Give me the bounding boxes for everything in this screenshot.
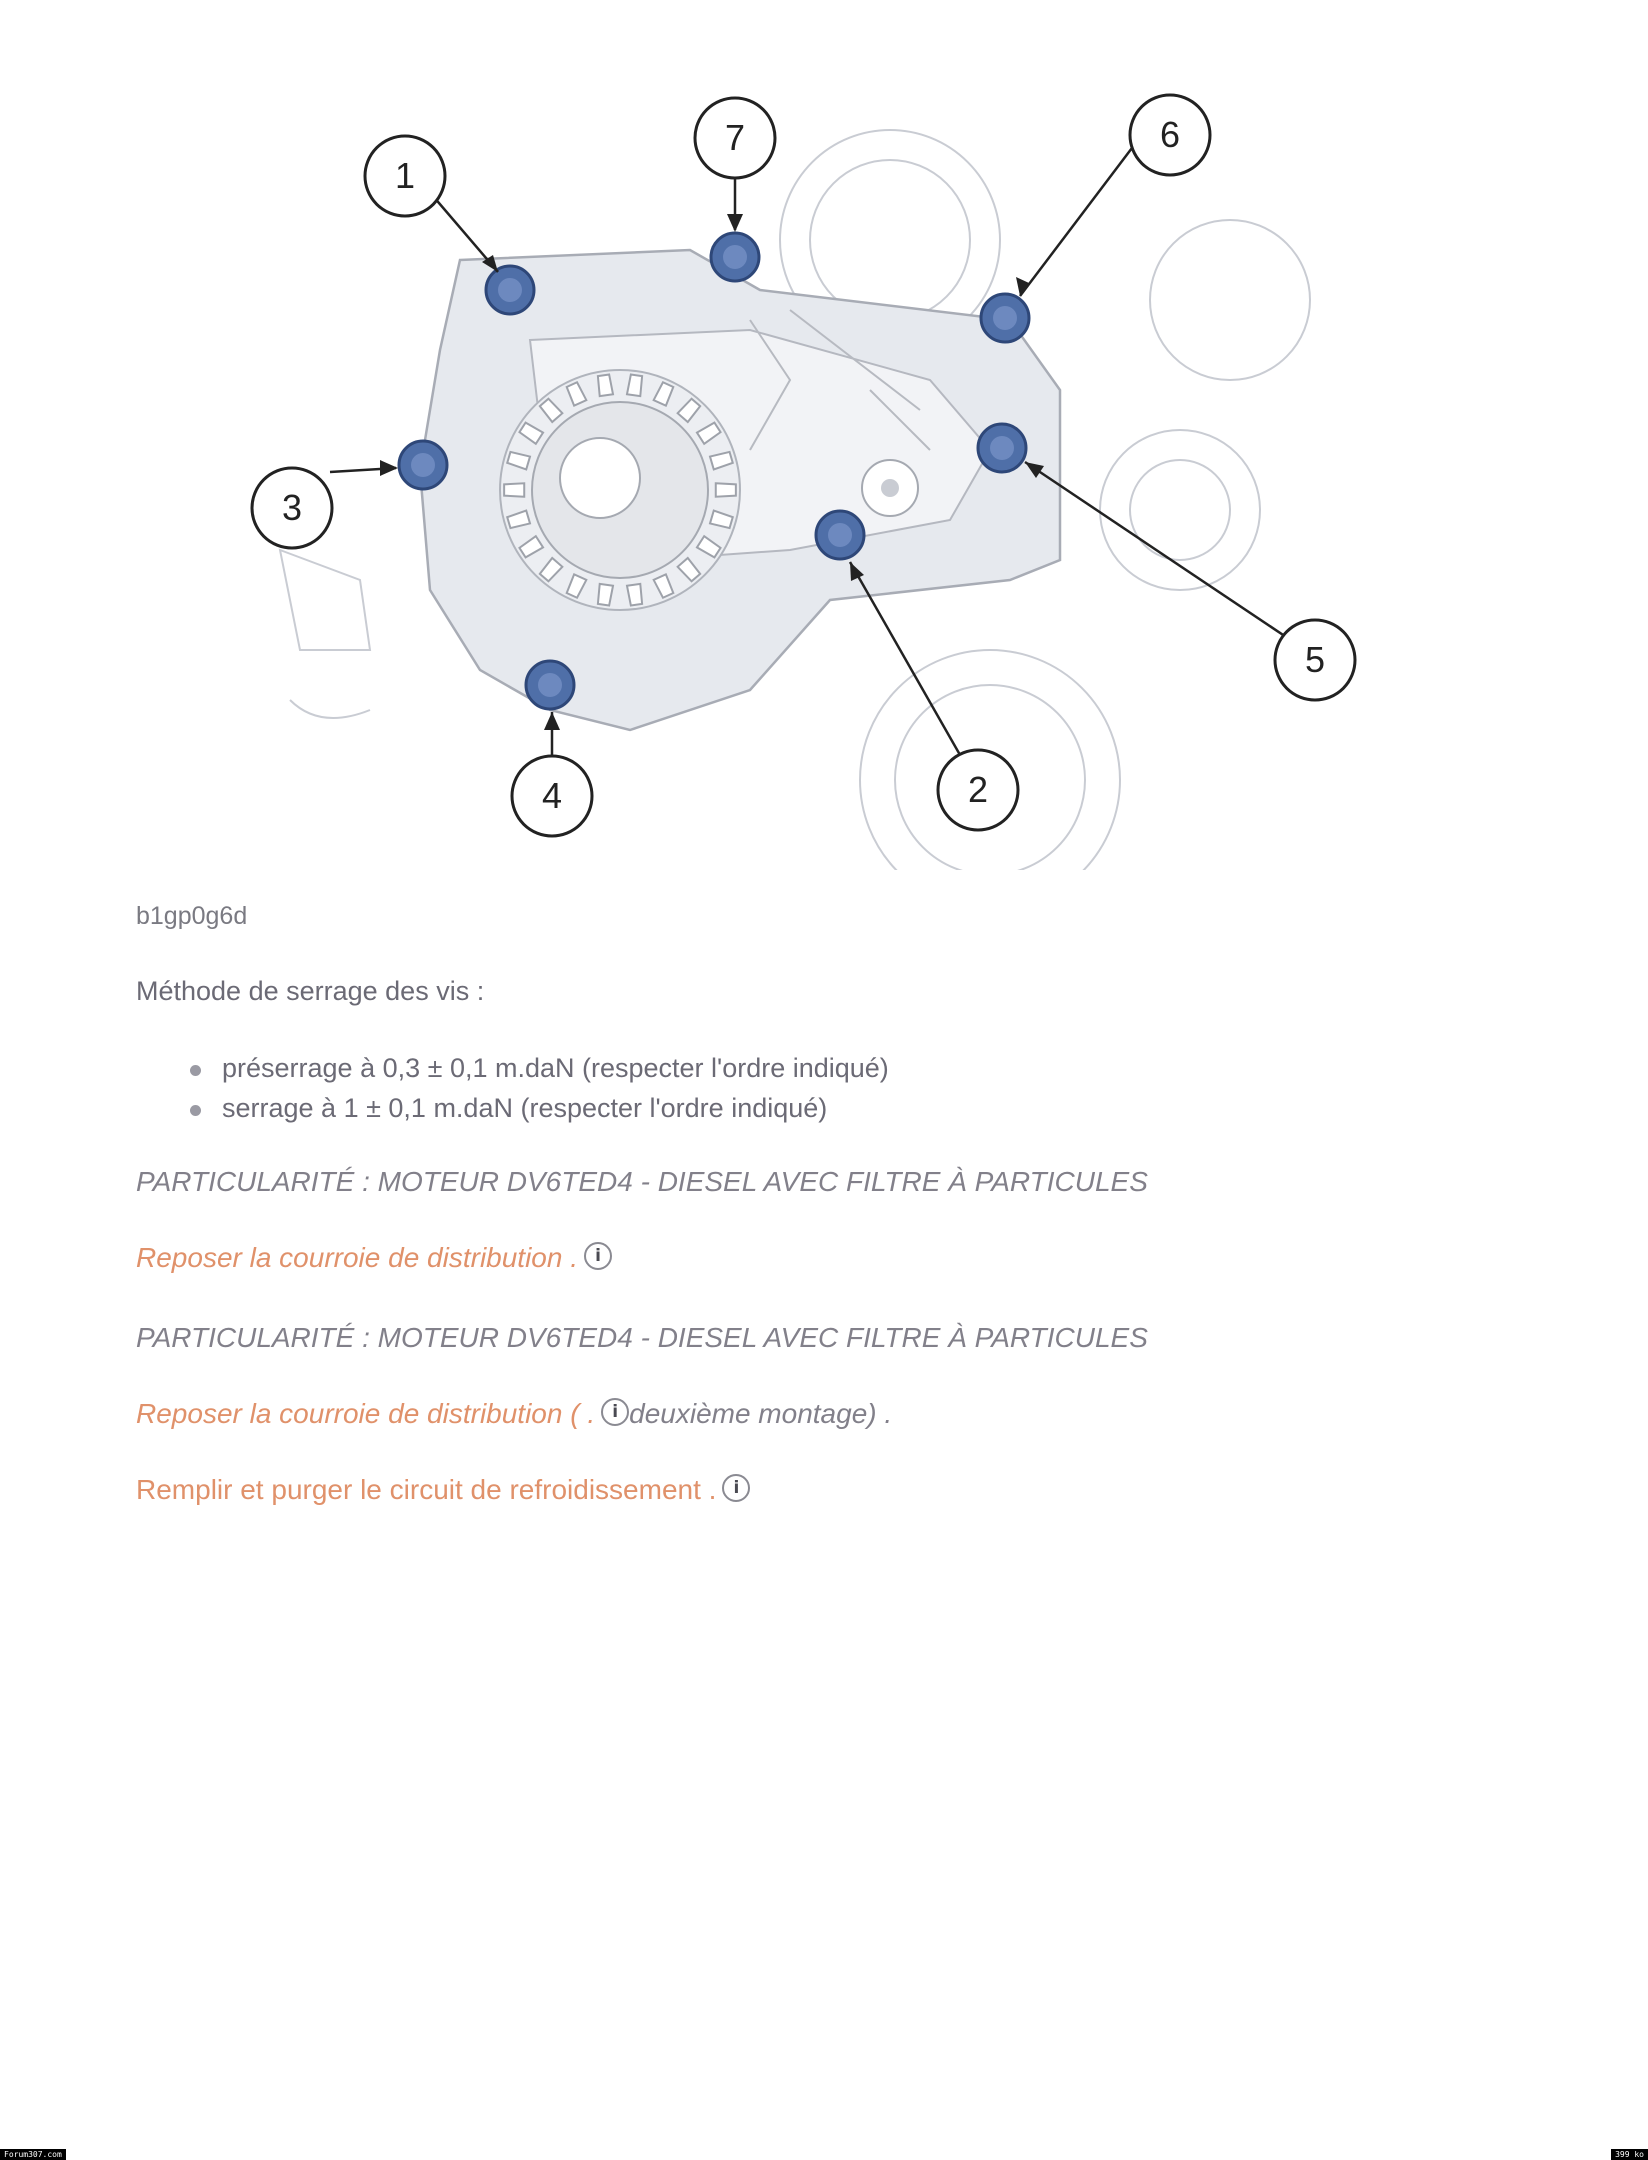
info-icon[interactable]: i [584, 1242, 612, 1270]
svg-text:5: 5 [1304, 639, 1326, 680]
sprocket-tooth [627, 584, 642, 606]
callout-2 [938, 750, 1018, 830]
info-icon[interactable]: i [722, 1474, 750, 1502]
bullet-icon [190, 1105, 201, 1116]
idler-center [881, 479, 899, 497]
footer-file-size: 399 ko [1611, 2149, 1648, 2160]
sprocket-tooth [504, 483, 524, 496]
svg-text:2: 2 [967, 769, 989, 810]
svg-text:6: 6 [1159, 114, 1181, 155]
sprocket-tooth [716, 483, 736, 496]
callout-1 [365, 136, 445, 216]
list-item [186, 1048, 889, 1088]
particularity-note-2: PARTICULARITÉ : MOTEUR DV6TED4 - DIESEL AVEC FILTRE À PARTICULES [136, 1322, 1148, 1353]
svg-text:7: 7 [724, 117, 746, 158]
step-text: serrage à 1 ± 0,1 m.daN (respecter l'ordre indiqué) [222, 1093, 828, 1123]
sprocket-tooth [598, 375, 613, 397]
sprocket-tooth [627, 375, 642, 397]
bolt-4 [526, 661, 574, 709]
method-title: Méthode de serrage des vis : [136, 976, 485, 1006]
svg-text:1: 1 [394, 155, 416, 196]
callout-5 [1275, 620, 1355, 700]
tightening-steps [186, 1048, 889, 1128]
link-row-2 [136, 1398, 892, 1430]
callout-4 [512, 756, 592, 836]
bolt-6 [981, 294, 1029, 342]
sprocket-tooth [598, 584, 613, 606]
water-pump-diagram [230, 90, 1380, 870]
particularity-note-1: PARTICULARITÉ : MOTEUR DV6TED4 - DIESEL AVEC FILTRE À PARTICULES [136, 1166, 1148, 1197]
callout-3 [252, 468, 332, 548]
water-pump-illustration [230, 90, 1380, 870]
bolt-5 [978, 424, 1026, 472]
bolt-2 [816, 511, 864, 559]
link-row-1 [136, 1242, 612, 1274]
list-item [186, 1088, 889, 1128]
reinstall-belt-link[interactable]: Reposer la courroie de distribution . [136, 1242, 579, 1273]
second-assembly-text: deuxième montage) . [629, 1398, 893, 1429]
bullet-icon [190, 1065, 201, 1076]
bolt-7 [711, 233, 759, 281]
reinstall-belt-second-link[interactable]: Reposer la courroie de distribution ( . [136, 1398, 596, 1429]
info-icon[interactable]: i [601, 1398, 629, 1426]
step-text: préserrage à 0,3 ± 0,1 m.daN (respecter l'ordre indiqué) [222, 1053, 889, 1083]
link-row-3 [136, 1474, 750, 1506]
sprocket [500, 370, 740, 610]
callout-7 [695, 98, 775, 178]
bolt-3 [399, 441, 447, 489]
image-reference: b1gp0g6d [136, 902, 248, 930]
footer-watermark-left: Forum307.com [0, 2149, 66, 2160]
svg-text:3: 3 [281, 487, 303, 528]
svg-text:4: 4 [541, 775, 563, 816]
fill-purge-cooling-link[interactable]: Remplir et purger le circuit de refroidissement . [136, 1474, 717, 1505]
bolt-1 [486, 266, 534, 314]
callout-6 [1130, 95, 1210, 175]
